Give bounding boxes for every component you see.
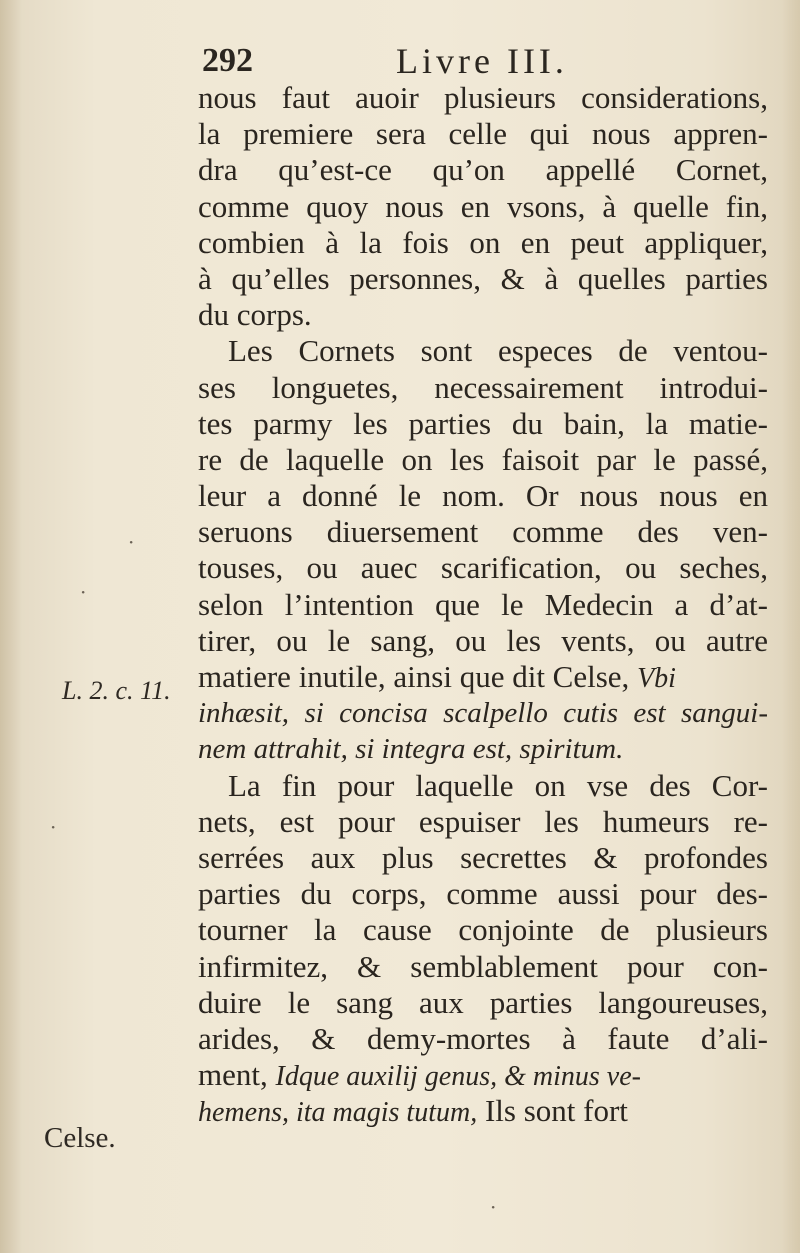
text-line: à qu’elles personnes, & à quelles parties	[198, 260, 768, 296]
ink-speck: ·	[490, 1195, 497, 1219]
text-line: selon l’intention que le Medecin a d’at-	[198, 586, 768, 622]
text-line: du corps.	[198, 297, 312, 333]
text-line: combien à la fois on en peut appliquer,	[198, 224, 768, 260]
text-line: tourner la cause conjointe de plusieurs	[198, 912, 768, 948]
text-line: re de laquelle on les faisoit par le passé,	[198, 441, 768, 477]
paragraph-start-line: La fin pour laquelle on vse des Cor-	[228, 767, 768, 803]
text-line: touses, ou auec scarification, ou seches,	[198, 550, 768, 586]
text-roman: matiere inutile, ainsi que dit Celse,	[198, 659, 630, 694]
text-line: duire le sang aux parties langoureuses,	[198, 984, 768, 1020]
text-line	[198, 659, 768, 695]
text-line: infirmitez, & semblablement pour con-	[198, 948, 768, 984]
text-line	[198, 1057, 768, 1093]
text-line: nets, est pour espuiser les humeurs re-	[198, 803, 768, 839]
text-line: arides, & demy-mortes à faute d’ali-	[198, 1020, 768, 1056]
page-number: 292	[202, 42, 253, 79]
running-title: Livre III.	[396, 41, 568, 81]
text-line: seruons diuersement comme des ven-	[198, 514, 768, 550]
latin-quote: hemens, ita magis tutum,	[198, 1097, 478, 1129]
text-line: dra qu’est-ce qu’on appellé Cornet,	[198, 152, 768, 188]
text-line: leur a donné le nom. Or nous nous en	[198, 478, 768, 514]
paragraph-start-line: Les Cornets sont especes de ventou-	[228, 333, 768, 369]
ink-speck: ·	[50, 815, 57, 839]
text-line: la premiere sera celle qui nous appren-	[198, 116, 768, 152]
latin-quote-line: nem attrahit, si integra est, spiritum.	[198, 733, 624, 766]
latin-quote-line: inhæsit, si concisa scalpello cutis est sangui-	[198, 697, 768, 730]
ink-speck: ·	[128, 530, 135, 554]
text-roman: ment,	[198, 1057, 268, 1093]
text-line: tes parmy les parties du bain, la matie-	[198, 405, 768, 441]
margin-reference-note: L. 2. c. 11.	[62, 676, 171, 705]
text-line: ses longuetes, necessairement introdui-	[198, 369, 768, 405]
text-line: parties du corps, comme aussi pour des-	[198, 876, 768, 912]
text-roman: Ils sont fort	[484, 1093, 628, 1129]
text-line: comme quoy nous en vsons, à quelle fin,	[198, 188, 768, 224]
latin-quote: Idque auxilij genus, & minus ve-	[275, 1061, 641, 1093]
ink-speck: ·	[80, 580, 87, 604]
text-line	[198, 1093, 768, 1129]
text-line: serrées aux plus secrettes & profondes	[198, 839, 768, 875]
text-line: nous faut auoir plusieurs considerations,	[198, 80, 768, 115]
margin-author-note: Celse.	[44, 1122, 116, 1154]
latin-quote: Vbi	[637, 663, 676, 694]
main-text	[198, 80, 768, 1129]
text-line: tirer, ou le sang, ou les vents, ou autre	[198, 622, 768, 658]
